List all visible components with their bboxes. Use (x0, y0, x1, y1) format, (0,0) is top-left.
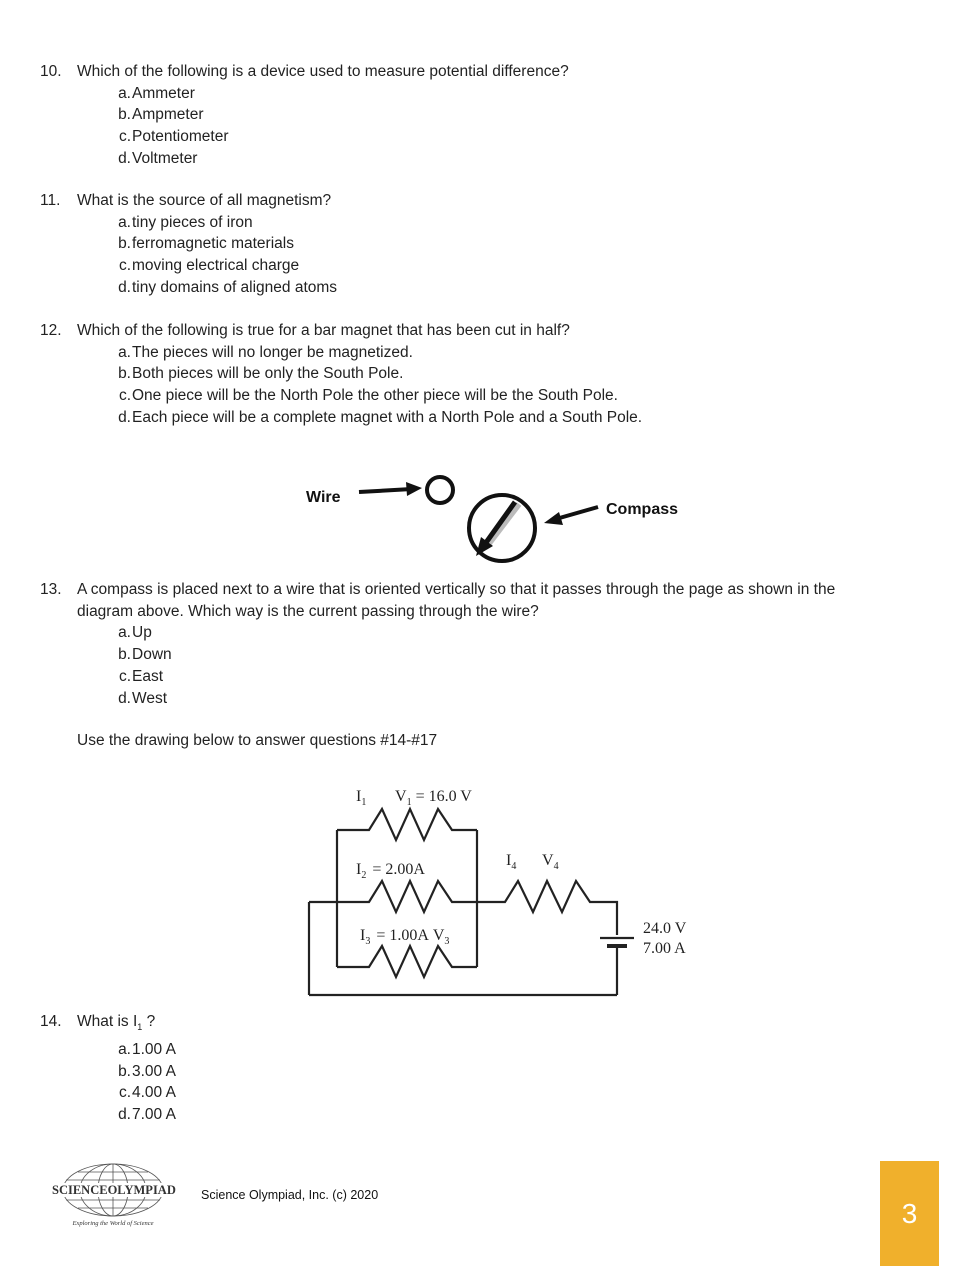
question-11 (40, 190, 920, 299)
logo-tagline: Exploring the World of Science (72, 1220, 154, 1227)
question-14 (40, 1011, 920, 1126)
wire-circle (427, 477, 453, 503)
option-a: a. The pieces will no longer be magnetized. (118, 343, 413, 361)
label-i3-v3: $I_3 = 1.00A$ $V_3$ (360, 927, 450, 947)
question-text: What is $I_1$ ? (77, 1013, 156, 1033)
question-number: 13. (40, 581, 62, 598)
compass-icon (469, 495, 535, 561)
option-c: c. Potentiometer (118, 128, 229, 146)
option-b: b. Down (118, 646, 172, 664)
page-number-tab (880, 1161, 939, 1266)
label-i4: $I_4$ (506, 852, 517, 872)
option-c: c. One piece will be the North Pole the other piece will be the South Pole. (118, 387, 618, 405)
question-number: 12. (40, 322, 62, 339)
option-c: c. moving electrical charge (118, 257, 300, 275)
question-12 (40, 320, 920, 429)
option-a: a. Up (118, 624, 152, 642)
option-b: b. ferromagnetic materials (118, 235, 294, 253)
wire-label: Wire (306, 489, 341, 506)
option-d: d. tiny domains of aligned atoms (118, 278, 338, 296)
option-d: d. Each piece will be a complete magnet with a North Pole and a South Pole. (118, 408, 643, 426)
battery-icon (600, 938, 634, 946)
page-number: 3 (901, 1197, 918, 1229)
option-b: b. Both pieces will be only the South Pole. (118, 365, 404, 383)
question-text: Which of the following is true for a bar magnet that has been cut in half? (77, 322, 570, 339)
option-a: a. tiny pieces of iron (118, 213, 253, 231)
option-b: b. 3.00 A (118, 1062, 176, 1080)
option-b: b. Ampmeter (118, 106, 204, 124)
option-a: a. 1.00 A (118, 1040, 176, 1058)
circuit-intro: Use the drawing below to answer questions #14-#17 (77, 732, 438, 749)
compass-label: Compass (606, 501, 679, 518)
question-number: 10. (40, 63, 62, 80)
question-number: 14. (40, 1013, 62, 1030)
option-c: c. 4.00 A (118, 1084, 176, 1102)
option-d: d. Voltmeter (118, 149, 198, 167)
option-a: a. Ammeter (118, 84, 195, 102)
label-battery-current: 7.00 A (643, 940, 686, 957)
question-13 (40, 579, 920, 709)
compass-diagram (300, 468, 690, 573)
option-d: d. 7.00 A (118, 1105, 176, 1123)
compass-arrow (544, 507, 598, 525)
logo-text: SCIENCEOLYMPIAD (52, 1183, 176, 1197)
science-olympiad-logo (52, 1162, 174, 1232)
option-d: d. West (118, 689, 168, 707)
question-text: A compass is placed next to a wire that is oriented vertically so that it passes through the page as shown in the diagram above. Which way is the current passing through the wire? (77, 581, 836, 620)
label-v4: $V_4$ (542, 852, 559, 872)
question-number: 11. (40, 192, 61, 209)
label-battery-voltage: 24.0 V (643, 920, 687, 937)
label-i2: $I_2 = 2.00A$ (356, 861, 425, 881)
label-i1: $I_1$ (356, 788, 367, 808)
copyright-text: Science Olympiad, Inc. (c) 2020 (201, 1188, 379, 1202)
circuit-wires (309, 809, 617, 995)
wire-arrow (359, 482, 422, 496)
question-text: Which of the following is a device used to measure potential difference? (77, 63, 569, 80)
option-c: c. East (118, 667, 164, 685)
label-v1: $V_1 = 16.0$ V (395, 788, 472, 808)
circuit-diagram (300, 780, 720, 1005)
question-10 (40, 61, 920, 170)
question-text: What is the source of all magnetism? (77, 192, 332, 209)
